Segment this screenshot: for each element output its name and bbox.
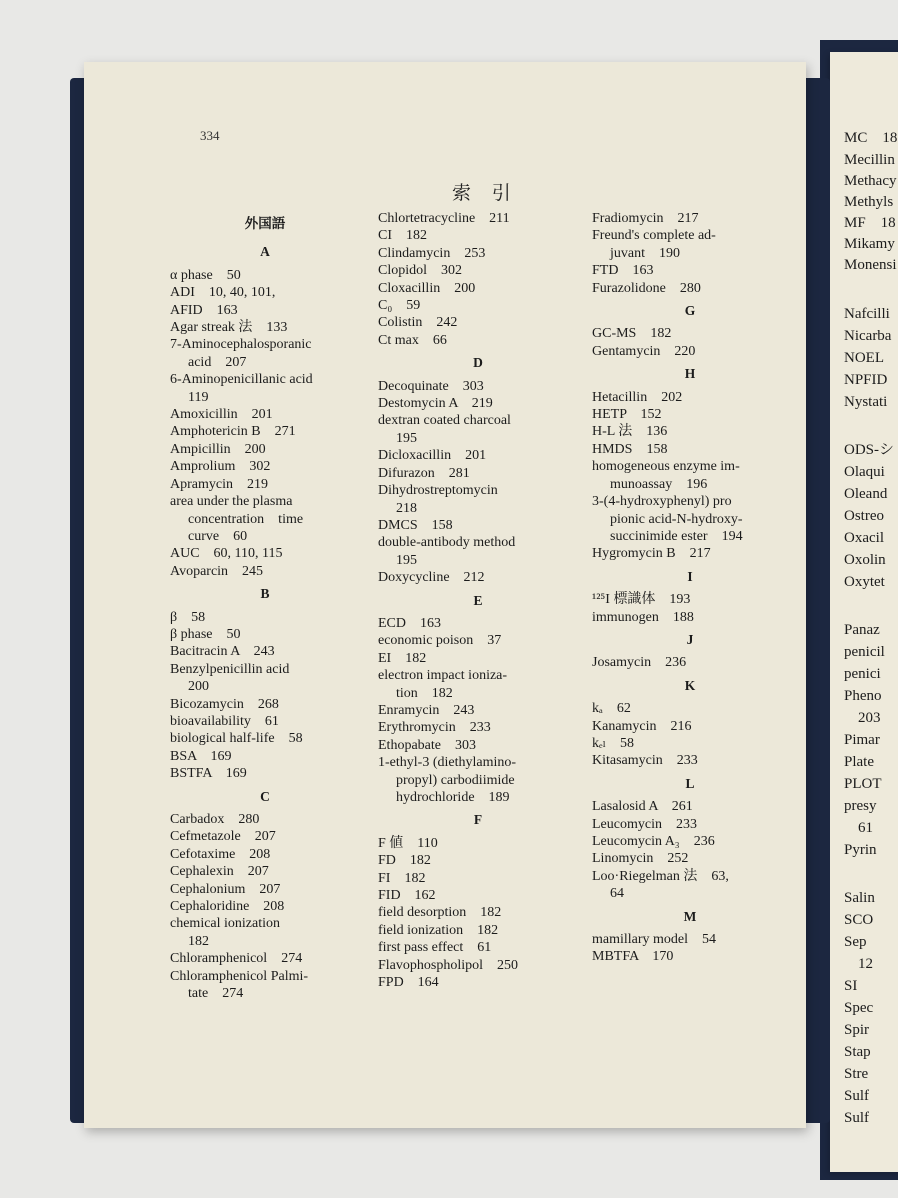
- index-entry: Cephalonium 207: [170, 881, 281, 897]
- index-entry: 218: [396, 500, 417, 516]
- index-entry: munoassay 196: [610, 476, 708, 492]
- next-page-entry: MF 18: [844, 215, 896, 231]
- next-page-entry: Pheno: [844, 688, 882, 704]
- index-entry: DMCS 158: [378, 517, 453, 533]
- next-page-entry: Panaz: [844, 622, 880, 638]
- next-page-entry: Methacy: [844, 173, 897, 189]
- next-page-entry: SI: [844, 978, 858, 994]
- page-number: 334: [200, 128, 220, 143]
- index-entry: juvant 190: [610, 245, 680, 261]
- index-entry: economic poison 37: [378, 633, 502, 649]
- index-entry: Destomycin A 219: [378, 396, 493, 412]
- index-entry: Cephaloridine 208: [170, 899, 285, 915]
- index-entry: electron impact ioniza-: [378, 668, 508, 684]
- index-entry: MBTFA 170: [592, 949, 674, 965]
- index-entry: 200: [188, 679, 209, 695]
- index-entry: curve 60: [188, 528, 248, 544]
- index-entry: Chloramphenicol Palmi-: [170, 968, 309, 984]
- index-entry: Amprolium 302: [170, 459, 271, 475]
- index-entry: tion 182: [396, 685, 453, 701]
- index-entry: Colistin 242: [378, 315, 458, 331]
- next-page-entry: Salin: [844, 890, 875, 906]
- index-entry: immunogen 188: [592, 609, 694, 625]
- index-entry: ADI 10, 40, 101,: [170, 285, 276, 301]
- index-entry: Doxycycline 212: [378, 570, 485, 586]
- next-page-entry: Sulf: [844, 1088, 870, 1104]
- index-entry: 119: [188, 389, 209, 405]
- index-entry: biological half-life 58: [170, 731, 303, 747]
- index-entry: ECD 163: [378, 615, 441, 631]
- index-entry: pionic acid-N-hydroxy-: [610, 511, 743, 527]
- next-page-entry: Nicarba: [844, 328, 892, 344]
- index-section-heading: B: [260, 586, 270, 602]
- next-page: [830, 52, 898, 1172]
- index-section-heading: J: [686, 631, 694, 647]
- index-entry: Linomycin 252: [592, 851, 689, 867]
- index-entry: Flavophospholipol 250: [378, 957, 519, 973]
- index-entry: 3-(4-hydroxyphenyl) pro: [592, 494, 732, 510]
- next-page-entry: Oxacil: [844, 530, 884, 546]
- next-page-entry: Stre: [844, 1066, 869, 1082]
- index-entry: Bacitracin A 243: [170, 644, 275, 660]
- next-page-entry: Mikamy: [844, 236, 895, 252]
- index-entry: succinimide ester 194: [610, 528, 743, 544]
- page-title: 索 引: [452, 183, 519, 204]
- index-entry: Clopidol 302: [378, 263, 463, 279]
- index-entry: HMDS 158: [592, 441, 668, 457]
- index-entry: Decoquinate 303: [378, 378, 484, 394]
- next-page-entry: Monensi: [844, 257, 897, 273]
- index-entry: area under the plasma: [170, 494, 293, 510]
- next-page-entry: Spec: [844, 1000, 874, 1016]
- index-entry: 182: [188, 933, 209, 949]
- index-entry: Amphotericin B 271: [170, 424, 296, 440]
- next-page-entry: Olaqui: [844, 464, 885, 480]
- index-entry: tate 274: [188, 986, 244, 1002]
- index-entry: FPD 164: [378, 975, 439, 991]
- index-entry: 64: [610, 886, 624, 902]
- index-entry: field desorption 182: [378, 905, 502, 921]
- index-section-heading: A: [260, 244, 270, 260]
- next-page-entry: SCO: [844, 912, 874, 928]
- next-page-entry: NOEL: [844, 350, 884, 366]
- index-entry: Josamycin 236: [592, 655, 687, 671]
- index-column-1: [170, 210, 360, 1002]
- index-entry: Fradiomycin 217: [592, 211, 699, 226]
- index-entry: Erythromycin 233: [378, 720, 491, 736]
- next-page-entry: presy: [844, 798, 877, 814]
- index-section-heading: E: [473, 592, 483, 608]
- index-entry: FI 182: [378, 870, 426, 886]
- index-entry: Carbadox 280: [170, 812, 260, 827]
- index-entry: Clindamycin 253: [378, 245, 486, 261]
- index-entry: Cloxacillin 200: [378, 280, 476, 296]
- index-entry: F 値 110: [378, 835, 438, 851]
- index-entry: homogeneous enzyme im-: [592, 459, 740, 475]
- next-page-entry: Methyls: [844, 194, 894, 210]
- index-section-heading: L: [685, 775, 695, 791]
- index-entry: Cefmetazole 207: [170, 829, 276, 845]
- next-page-entry: NPFID: [844, 372, 888, 388]
- index-entry: Chloramphenicol 274: [170, 951, 303, 967]
- next-page-entry: Stap: [844, 1044, 871, 1060]
- index-section-heading: 外国語: [244, 216, 286, 231]
- index-entry: Freund's complete ad-: [592, 228, 716, 244]
- index-entry: Loo·Riegelman 法 63,: [592, 868, 729, 884]
- index-entry: Avoparcin 245: [170, 563, 264, 579]
- index-entry: Enramycin 243: [378, 702, 475, 718]
- index-entry: CI 182: [378, 228, 427, 244]
- next-page-entry: Spir: [844, 1022, 870, 1038]
- next-page-entry: 61: [858, 820, 873, 836]
- next-page-entry: ODS-シ: [844, 442, 895, 458]
- next-page-entry: Plate: [844, 754, 874, 770]
- index-entry: bioavailability 61: [170, 713, 279, 729]
- index-entry: AUC 60, 110, 115: [170, 546, 283, 562]
- index-section-heading: I: [687, 568, 693, 584]
- index-entry: 1-ethyl-3 (diethylamino-: [378, 755, 517, 771]
- index-entry: Ethopabate 303: [378, 737, 476, 753]
- index-section-heading: C: [260, 788, 270, 804]
- index-section-heading: H: [684, 366, 696, 382]
- index-entry: Benzylpenicillin acid: [170, 661, 290, 677]
- index-entry: Chlortetracycline 211: [378, 211, 510, 226]
- index-entry: Hetacillin 202: [592, 389, 683, 405]
- index-entry: 195: [396, 430, 417, 446]
- index-entry: FID 162: [378, 888, 436, 904]
- index-entry: Dihydrostreptomycin: [378, 483, 498, 499]
- index-entry: ¹²⁵I 標識体 193: [592, 592, 691, 608]
- index-entry: 7-Aminocephalosporanic: [170, 337, 312, 353]
- index-section-heading: K: [684, 677, 696, 693]
- index-entry: field ionization 182: [378, 922, 499, 938]
- index-entry: Agar streak 法 133: [170, 320, 288, 336]
- next-page-entry: Ostreo: [844, 508, 884, 524]
- next-page-entry: Oleand: [844, 486, 888, 502]
- index-entry: 195: [396, 552, 417, 568]
- index-entry: GC-MS 182: [592, 326, 672, 342]
- index-entry: Leucomycin A₃ 236: [592, 834, 715, 849]
- index-entry: mamillary model 54: [592, 932, 717, 948]
- index-entry: kₑₗ 58: [592, 735, 634, 751]
- next-page-entry: Nystati: [844, 394, 888, 410]
- next-page-entry: Oxytet: [844, 574, 885, 590]
- index-entry: BSTFA 169: [170, 766, 247, 782]
- index-entry: H-L 法 136: [592, 424, 668, 440]
- index-entry: Amoxicillin 201: [170, 407, 273, 423]
- next-page-entry: 203: [858, 710, 881, 726]
- index-entry: propyl) carbodiimide: [396, 772, 515, 788]
- index-entry: kₐ 62: [592, 701, 631, 717]
- index-entry: C₀ 59: [378, 298, 421, 314]
- next-page-entry: 12: [858, 956, 873, 972]
- index-entry: double-antibody method: [378, 535, 516, 551]
- index-entry: Cefotaxime 208: [170, 846, 271, 862]
- index-entry: Bicozamycin 268: [170, 696, 279, 712]
- index-entry: Apramycin 219: [170, 476, 268, 492]
- index-entry: acid 207: [188, 354, 247, 370]
- next-page-entry: Pyrin: [844, 842, 877, 858]
- index-entry: Kitasamycin 233: [592, 753, 698, 769]
- index-entry: Lasalosid A 261: [592, 799, 693, 815]
- next-page-entry: PLOT: [844, 776, 882, 792]
- index-entry: β 58: [170, 609, 206, 625]
- index-section-heading: F: [473, 812, 483, 828]
- next-page-entry: Nafcilli: [844, 306, 890, 322]
- index-entry: Hygromycin B 217: [592, 546, 711, 562]
- index-entry: Kanamycin 216: [592, 718, 692, 734]
- index-entry: β phase 50: [170, 626, 241, 642]
- index-section-heading: G: [684, 303, 696, 319]
- index-entry: Cephalexin 207: [170, 864, 269, 880]
- index-section-heading: M: [683, 908, 697, 924]
- next-page-entry: Sulf: [844, 1110, 870, 1126]
- index-entry: concentration time: [188, 511, 304, 527]
- next-page-entry: Pimar: [844, 732, 880, 748]
- index-entry: HETP 152: [592, 407, 662, 423]
- index-entry: Leucomycin 233: [592, 816, 697, 832]
- index-entry: dextran coated charcoal: [378, 413, 511, 429]
- index-entry: Difurazon 281: [378, 465, 470, 481]
- index-entry: chemical ionization: [170, 916, 281, 932]
- index-entry: EI 182: [378, 650, 427, 666]
- index-entry: α phase 50: [170, 267, 241, 283]
- index-entry: FTD 163: [592, 263, 654, 279]
- next-page-entry: penici: [844, 666, 881, 682]
- index-section-heading: D: [473, 355, 483, 371]
- next-page-entry: Oxolin: [844, 552, 886, 568]
- index-entry: Furazolidone 280: [592, 280, 701, 296]
- index-entry: 6-Aminopenicillanic acid: [170, 372, 313, 388]
- next-page-entry: MC 18: [844, 130, 898, 146]
- index-column-2: [378, 210, 578, 991]
- index-column-3: [592, 210, 788, 966]
- next-page-entry: penicil: [844, 644, 885, 660]
- index-entry: BSA 169: [170, 748, 232, 764]
- index-entry: FD 182: [378, 853, 431, 869]
- index-entry: Ampicillin 200: [170, 441, 266, 457]
- index-entry: Dicloxacillin 201: [378, 448, 487, 464]
- index-entry: hydrochloride 189: [396, 790, 510, 805]
- index-entry: Ct max 66: [378, 332, 447, 348]
- index-entry: Gentamycin 220: [592, 343, 696, 359]
- index-entry: AFID 163: [170, 302, 238, 318]
- next-page-entry: Mecillin: [844, 152, 895, 168]
- index-entry: first pass effect 61: [378, 940, 492, 956]
- next-page-entry: Sep: [844, 934, 867, 950]
